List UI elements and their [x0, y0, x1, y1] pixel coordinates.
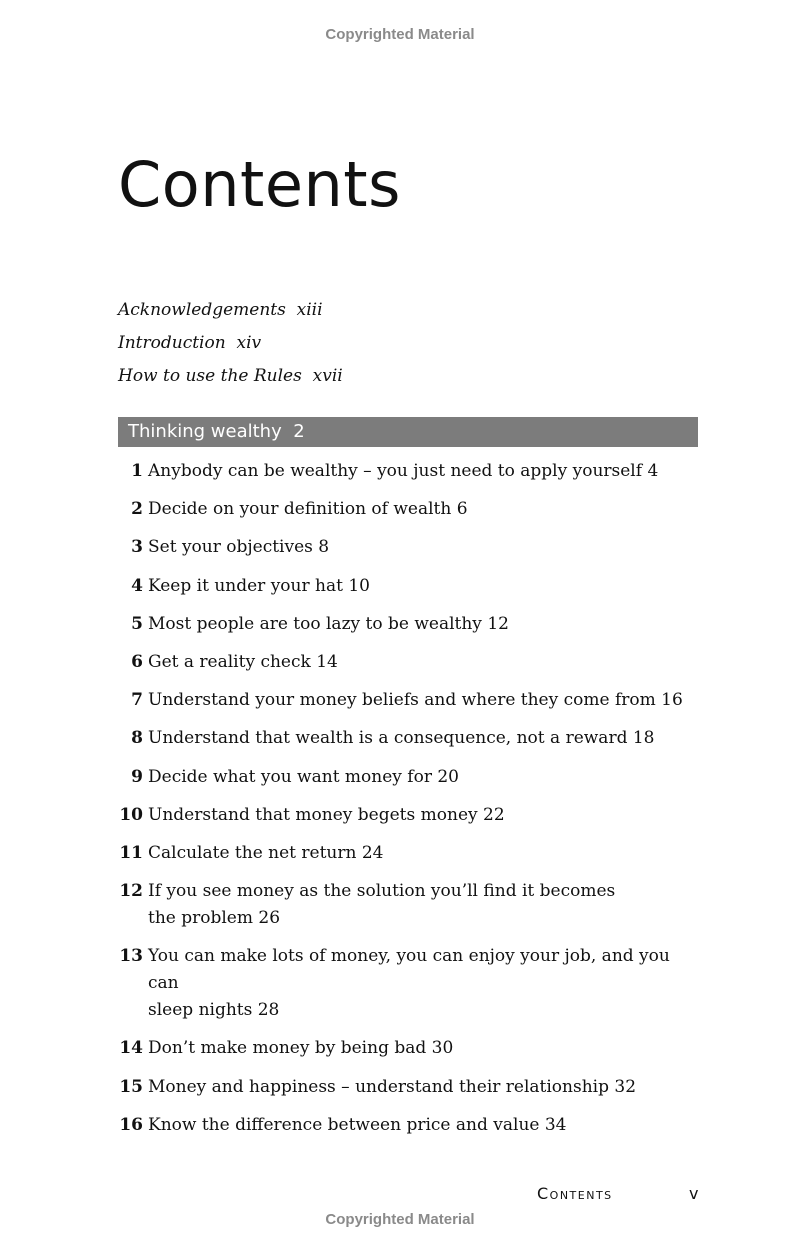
- entry-text-line: Don’t make money by being bad 30: [148, 1038, 454, 1059]
- entry-text-line: Decide on your definition of wealth 6: [148, 499, 468, 520]
- entry-text-line: Most people are too lazy to be wealthy 12: [148, 613, 509, 634]
- entry-text-line: Understand that money begets money 22: [148, 804, 505, 825]
- contents-entry: [118, 1035, 698, 1062]
- entry-number: 14: [119, 1038, 143, 1059]
- entry-text-line: Money and happiness – understand their relationship 32: [148, 1076, 637, 1097]
- front-matter-item: How to use the Rules xvii: [118, 366, 343, 386]
- entry-text-line: If you see money as the solution you’ll find it becomes: [148, 881, 616, 902]
- watermark-top: Copyrighted Material: [325, 26, 475, 43]
- front-matter-item: Acknowledgements xiii: [118, 300, 323, 320]
- entry-number: 6: [131, 651, 143, 672]
- section-title: Thinking wealthy: [128, 421, 282, 442]
- entry-text-line: Calculate the net return 24: [148, 842, 384, 863]
- entry-text-line: Understand your money beliefs and where they come from 16: [148, 690, 683, 711]
- page-title: Contents: [118, 148, 401, 221]
- entry-number: 15: [119, 1076, 143, 1097]
- contents-entry: [118, 496, 698, 523]
- entry-number: 4: [131, 575, 143, 596]
- footer-label: Contents: [537, 1184, 613, 1203]
- contents-entry: [118, 943, 698, 1024]
- section-header: [118, 417, 698, 447]
- entry-text-line: Set your objectives 8: [148, 537, 330, 558]
- entry-number: 13: [119, 946, 143, 967]
- contents-entry: [118, 534, 698, 561]
- contents-entry: [118, 573, 698, 600]
- entry-number: 10: [119, 804, 143, 825]
- contents-list: [118, 458, 698, 1150]
- contents-entry: [118, 1074, 698, 1101]
- section-page: 2: [293, 421, 305, 442]
- contents-entry: [118, 725, 698, 752]
- entry-text-line: Decide what you want money for 20: [148, 766, 459, 787]
- watermark-bottom: Copyrighted Material: [325, 1211, 475, 1228]
- contents-entry: [118, 611, 698, 638]
- entry-text-line: the problem 26: [148, 908, 281, 929]
- entry-text-line: Get a reality check 14: [148, 651, 338, 672]
- contents-entry: [118, 878, 698, 932]
- entry-number: 11: [119, 842, 143, 863]
- front-matter-list: [118, 296, 343, 395]
- contents-entry: [118, 458, 698, 485]
- contents-entry: [118, 687, 698, 714]
- entry-text-line: Understand that wealth is a consequence, not a reward 18: [148, 728, 655, 749]
- entry-number: 8: [131, 728, 143, 749]
- contents-entry: [118, 764, 698, 791]
- entry-number: 16: [119, 1114, 143, 1135]
- entry-number: 2: [131, 499, 143, 520]
- entry-text-line: Keep it under your hat 10: [148, 575, 370, 596]
- contents-entry: [118, 1112, 698, 1139]
- entry-number: 1: [131, 461, 143, 481]
- entry-number: 12: [119, 881, 143, 902]
- contents-entry: [118, 840, 698, 867]
- entry-number: 9: [131, 766, 143, 787]
- entry-text-line: Know the difference between price and value 34: [148, 1114, 567, 1135]
- entry-number: 5: [131, 613, 143, 634]
- contents-entry: [118, 649, 698, 676]
- front-matter-item: Introduction xiv: [118, 333, 262, 353]
- contents-entry: [118, 802, 698, 829]
- entry-text-line: Anybody can be wealthy – you just need to apply yourself 4: [148, 461, 659, 481]
- entry-text-line: sleep nights 28: [148, 1000, 280, 1021]
- entry-text-line: You can make lots of money, you can enjoy your job, and you can: [148, 946, 670, 994]
- entry-number: 3: [131, 537, 143, 558]
- entry-number: 7: [131, 690, 143, 711]
- page-number: v: [689, 1184, 699, 1203]
